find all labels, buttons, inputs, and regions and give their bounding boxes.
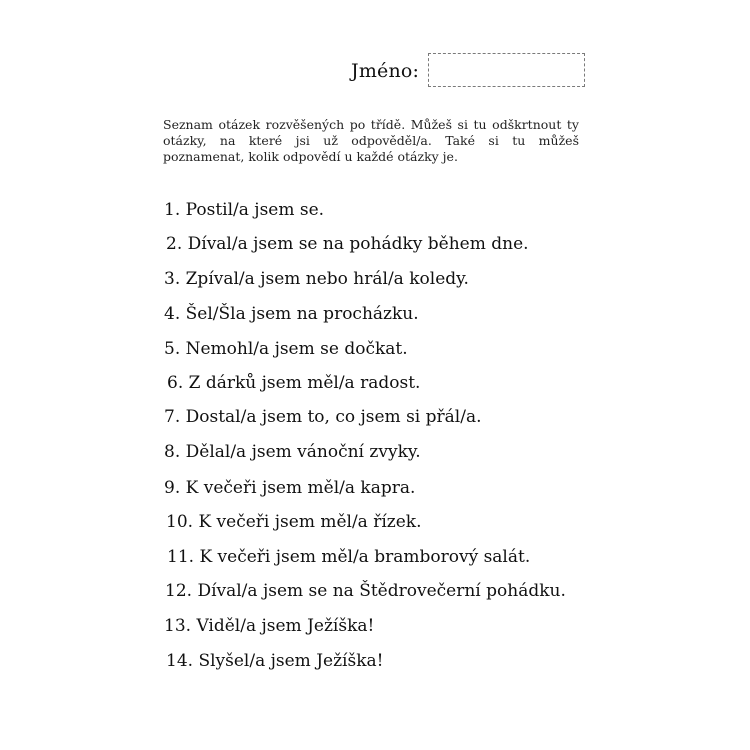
question-item: 8. Dělal/a jsem vánoční zvyky. — [164, 442, 421, 462]
question-item: 13. Viděl/a jsem Ježíška! — [164, 616, 375, 636]
question-item: 1. Postil/a jsem se. — [164, 200, 325, 220]
intro-paragraph: Seznam otázek rozvěšených po třídě. Můžeš si tu odškrtnout ty otázky, na které jsi už odpověděl/a. Také si tu můžeš poznamenat, kolik odpovědí u každé otázky je. — [163, 117, 579, 164]
question-item: 11. K večeři jsem měl/a bramborový salát. — [167, 547, 531, 567]
question-item: 10. K večeři jsem měl/a řízek. — [166, 512, 422, 532]
question-item: 7. Dostal/a jsem to, co jsem si přál/a. — [164, 407, 482, 427]
question-item: 3. Zpíval/a jsem nebo hrál/a koledy. — [164, 269, 469, 289]
question-item: 2. Díval/a jsem se na pohádky během dne. — [166, 234, 529, 254]
question-item: 6. Z dárků jsem měl/a radost. — [167, 373, 421, 393]
question-item: 12. Díval/a jsem se na Štědrovečerní pohádku. — [165, 581, 566, 601]
name-label: Jméno: — [351, 60, 420, 82]
question-item: 4. Šel/Šla jsem na procházku. — [164, 304, 419, 324]
question-item: 9. K večeři jsem měl/a kapra. — [164, 478, 416, 498]
question-item: 14. Slyšel/a jsem Ježíška! — [166, 651, 384, 671]
question-item: 5. Nemohl/a jsem se dočkat. — [164, 339, 408, 359]
name-input-box[interactable] — [428, 53, 585, 87]
